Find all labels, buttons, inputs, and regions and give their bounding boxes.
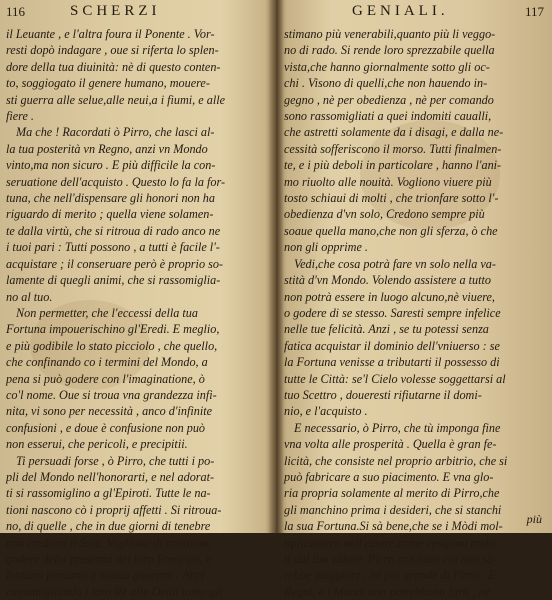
text-line: Non permetter, che l'eccessi della tua (16, 305, 198, 320)
text-line: che astretti solamente da i disagi, e dalla ne- (284, 125, 504, 140)
text-line: te, e i più deboli in particolare , hanno l'ani- (284, 158, 502, 173)
text-line: dore della tua diuinità: nè di questo conten- (6, 59, 221, 74)
text-line: tuna, che nell'dispensare gli honori non ha (6, 191, 215, 206)
text-line: cessità sofferiscono il morso. Tutti finalmen- (284, 141, 502, 156)
text-line: ria propria solamente al merito di Pirro,che (284, 486, 500, 501)
text-line: tosto schiaui di molti , che trionfare sotto l'- (284, 191, 499, 206)
text-line: no, di quelle , che in due giorni di tenebre (6, 519, 211, 534)
text-line: pli del Mondo nell'honorarti, e nel adorat- (6, 469, 215, 484)
text-line: chi . Visono di quelli,che non hauendo in- (284, 76, 488, 91)
text-line: to, soggiogato il genere humano, mouere- (6, 76, 210, 91)
left-running-head: SCHERZI (70, 3, 161, 19)
text-line: licità, che consiste nel proprio arbitrio, che si (284, 453, 508, 468)
text-line: lontano pensano a nuouo gouerno . Altri (6, 568, 205, 583)
text-line: seruatione dell'acquisto . Questo lo fa la for- (6, 174, 226, 189)
text-line: Ma che ! Racordati ò Pirro, che lasci al- (16, 125, 215, 140)
text-line: Regni, e i Mondi non potrebbono farti , nè (284, 584, 491, 599)
text-line: obedienza d'vn solo, Credono sempre più (284, 207, 485, 222)
text-line: soaue quella mano,che non gli sferza, ò che (284, 223, 498, 238)
text-line: tutte le Città: se'l Cielo volesse soggettarsi al (284, 371, 506, 386)
right-page-text (284, 26, 546, 600)
text-line: sti guerra alle selue,alle neui,a i fiumi, e alle (6, 92, 226, 107)
text-line: fatica acquistar il dominio dell'vniuerso : se (284, 338, 500, 353)
left-page (0, 0, 272, 599)
text-line: co'l nome. Oue si troua vna grandezza infi- (6, 387, 217, 402)
text-line: resti dopò indagare , oue si riferta lo splen- (6, 43, 219, 58)
catchword: più (526, 512, 542, 526)
text-line: non esserui, che pericoli, e precipitii. (6, 437, 188, 452)
text-line: ti si rassomiglino a gl'Epiroti. Tutte le na- (6, 486, 211, 501)
text-line: no al tuo. (6, 289, 53, 304)
text-line: confusioni , e doue è confusione non può (6, 420, 206, 435)
right-page-header (286, 4, 548, 26)
text-line: vinto,ma non sicuro . E più difficile la con- (6, 158, 216, 173)
text-line: la sua Fortuna.Si sà bene,che se i Mòdi mol- (284, 519, 503, 534)
text-line: non gli opprime . (284, 240, 368, 255)
text-line: lamente di quegli animi, che si rassomiglia- (6, 273, 221, 288)
text-line: nita, vi sono per necessità , anco d'infinite (6, 404, 213, 419)
text-line: che confinando co i termini del Mondo, a (6, 355, 208, 370)
text-line: sono rassomigliati a quei indomiti caualli, (284, 109, 492, 124)
text-line: Vedi,che cosa potrà fare vn solo nella va- (294, 256, 496, 271)
text-line: nelle tue felicità. Anzi , se tu potessi senza (284, 322, 489, 337)
right-page (280, 0, 552, 599)
text-line: stità d'vn Mondo. Volendo assistere a tutto (284, 273, 491, 288)
text-line: stimano più venerabili,quanto più li veggo- (284, 27, 496, 41)
right-page-number: 117 (524, 4, 544, 19)
text-line: no di rado. Si rende loro sprezzabile quella (284, 43, 495, 58)
text-line: la Fortuna venisse a tributarti il possesso di (284, 355, 500, 370)
text-line: può fabricare a suo piacimento. E vna glo- (284, 469, 494, 484)
text-line: Ti persuadi forse , ò Pirro, che tutti i po- (16, 453, 215, 468)
text-line: gegno , nè per obedienza , nè per comando (284, 92, 494, 107)
text-line: mo riuolto alle nouità. Vogliono viuere più (284, 174, 492, 189)
text-line: fiere . (6, 109, 34, 124)
left-page-text (6, 26, 266, 600)
text-line: acquistare ; il conseruare però è proprio so- (6, 256, 223, 271)
text-line: Fortuna impouerischino gl'Eredi. E meglio, (6, 322, 220, 337)
right-running-head: GENIALI. (352, 3, 449, 19)
left-page-header (6, 4, 268, 26)
text-line: godere della presenza del loro Prencipe, e (6, 552, 212, 566)
text-line: non potrà essere in luogo alcuno,nè viuere, (284, 289, 495, 304)
text-line: riguardo di merito ; quella viene solamen- (6, 207, 214, 222)
left-page-number: 116 (6, 4, 26, 19)
text-line: vna volta alle prosperità . Quella è gran fe- (284, 437, 497, 452)
text-line: e più godibile lo stato picciolo , che quello, (6, 338, 218, 353)
text-line: nio, e l'acquisto . (284, 404, 368, 419)
text-line: te dalla virtù, che si ritroua di rado anco ne (6, 223, 221, 238)
text-line: tiplicassero nell'essere,come vengono ambi- (284, 535, 499, 550)
text-line: non credono il Sole. Vogliono di continuo, (6, 535, 212, 550)
text-line: pena si può godere con l'imaginatione, ò (6, 371, 205, 386)
text-line: tuo Scettro , doueresti rifiutarne il domi- (284, 387, 482, 402)
text-line: gli manchino prima i desideri, che si stanchi (284, 502, 502, 517)
text-line: vista,che hanno giornalmente sotto gli oc- (284, 59, 490, 74)
text-line: i tuoi pari : Tutti possono , a tutti è facile l'- (6, 240, 220, 255)
text-line: la tua posterità vn Regno, anzi vn Mondo (6, 141, 208, 156)
text-line: rebbe maggiore , nè più grande di Pirro . E (284, 568, 496, 583)
text-line: il Leuante , e l'altra foura il Ponente . Vor- (6, 27, 215, 41)
text-line: E necessario, ò Pirro, che tù imponga fine (294, 420, 501, 435)
text-line: tioni nascono cò i proprij affetti . Si ritroua- (6, 502, 222, 517)
text-line: rassomigliando i loro Rè alle Deità tanto gli (6, 584, 223, 599)
text-line: o godere di se stesso. Saresti sempre infelice (284, 305, 501, 320)
text-line: ti dal tuo valore. Pirro con tutto ciò non sa- (284, 552, 498, 566)
